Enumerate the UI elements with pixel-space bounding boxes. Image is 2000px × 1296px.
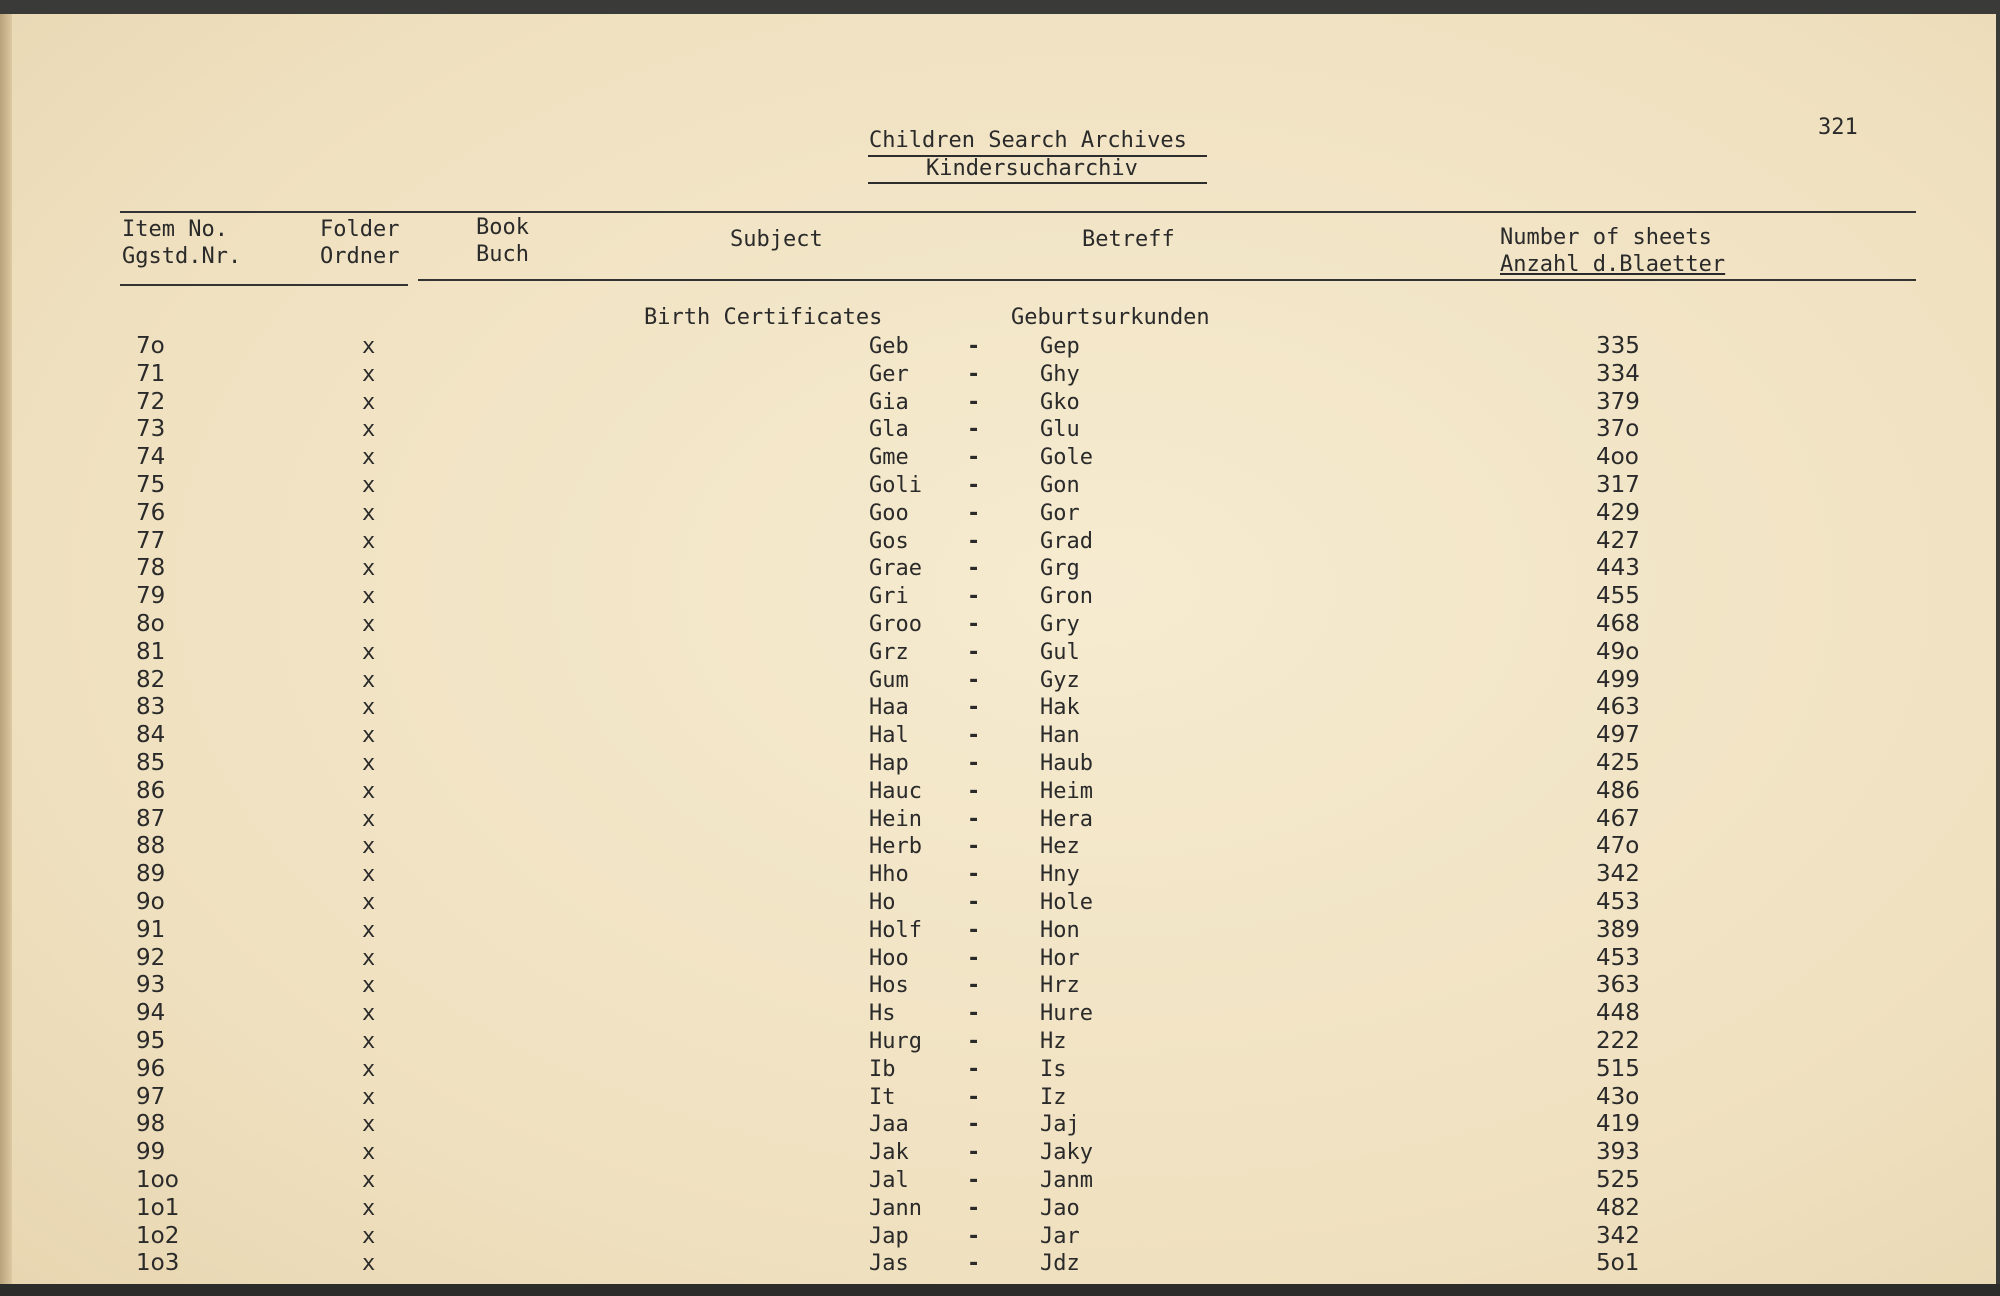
- range-dash: -: [967, 612, 981, 637]
- subject-range-start: Hauc: [869, 778, 922, 804]
- range-dash: -: [967, 1001, 981, 1027]
- range-dash: -: [967, 1195, 981, 1221]
- section-subject: Birth Certificates: [644, 305, 883, 330]
- subject-range-start: Jal: [869, 1168, 909, 1193]
- subject-range-start: Gme: [869, 445, 909, 471]
- subject-range-end: Han: [1040, 723, 1080, 749]
- header-folder: [320, 216, 399, 270]
- sheet-count: 443: [1596, 555, 1640, 582]
- item-number: 73: [136, 416, 166, 443]
- table-row: [12, 583, 1996, 610]
- subject-range-end: Janm: [1040, 1168, 1093, 1193]
- range-dash: -: [967, 473, 981, 498]
- table-row: [12, 1084, 1996, 1111]
- sheet-count: 463: [1596, 694, 1640, 721]
- folder-mark: x: [362, 973, 376, 999]
- scan-bottom-edge: [0, 1284, 2000, 1296]
- item-number: 8o: [136, 611, 165, 637]
- range-dash: -: [967, 667, 981, 693]
- header-book: [476, 214, 529, 268]
- sheet-count: 363: [1596, 972, 1640, 999]
- subject-range-end: Hrz: [1040, 973, 1080, 999]
- folder-mark: x: [362, 806, 376, 832]
- item-number: 93: [136, 972, 166, 999]
- subject-range-end: Jdz: [1040, 1251, 1080, 1277]
- table-row: [12, 1250, 1996, 1277]
- folder-mark: x: [362, 389, 376, 415]
- subject-range-end: Gor: [1040, 500, 1080, 526]
- range-dash: -: [967, 1251, 981, 1277]
- folder-mark: x: [362, 1168, 376, 1193]
- table-row: [12, 555, 1996, 582]
- item-number: 82: [136, 666, 166, 693]
- header-betreff: Betreff: [1082, 227, 1175, 252]
- subject-range-end: Hon: [1040, 917, 1080, 943]
- range-dash: -: [967, 778, 981, 804]
- item-number: 77: [136, 527, 166, 554]
- header-sheets-en: Number of sheets: [1500, 225, 1712, 250]
- header-folder-en: Folder: [320, 217, 400, 242]
- sheet-count: 515: [1596, 1055, 1640, 1082]
- subject-range-end: Gron: [1040, 584, 1093, 610]
- table-row: [12, 722, 1996, 749]
- sheet-count: 499: [1596, 666, 1640, 693]
- header-book-en: Book: [476, 215, 529, 240]
- folder-mark: x: [362, 556, 376, 582]
- sheet-count: 43o: [1596, 1083, 1640, 1110]
- folder-mark: x: [362, 417, 376, 443]
- subject-range-end: Hny: [1040, 862, 1080, 888]
- item-number: 1o2: [136, 1222, 180, 1249]
- sheet-count: 334: [1596, 360, 1640, 387]
- range-dash: -: [967, 1029, 981, 1054]
- table-row: [12, 1056, 1996, 1083]
- item-number: 86: [136, 777, 166, 804]
- range-dash: -: [967, 528, 981, 554]
- item-number: 81: [136, 638, 166, 665]
- subject-range-start: Groo: [869, 612, 922, 637]
- table-row: [12, 611, 1996, 638]
- header-top-rule: [120, 211, 1916, 213]
- folder-mark: x: [362, 667, 376, 693]
- item-number: 9o: [136, 889, 165, 915]
- range-dash: -: [967, 945, 981, 971]
- folder-mark: x: [362, 361, 376, 387]
- sheet-count: 525: [1596, 1167, 1640, 1193]
- folder-mark: x: [362, 1140, 376, 1166]
- page-subtitle: Kindersucharchiv: [926, 156, 1138, 181]
- subject-range-start: It: [869, 1084, 896, 1110]
- subject-range-start: Hap: [869, 751, 909, 776]
- subject-range-start: Geb: [869, 334, 909, 359]
- subject-range-end: Gep: [1040, 334, 1080, 359]
- sheet-count: 497: [1596, 722, 1640, 749]
- table-row: [12, 945, 1996, 972]
- subject-range-end: Hure: [1040, 1001, 1093, 1027]
- item-number: 7o: [136, 333, 165, 359]
- header-sheets-de: Anzahl d.Blaetter: [1500, 252, 1726, 277]
- table-row: [12, 1139, 1996, 1166]
- table-row: [12, 917, 1996, 944]
- range-dash: -: [967, 389, 981, 415]
- subject-range-start: Grae: [869, 556, 922, 582]
- item-number: 75: [136, 472, 166, 498]
- subject-range-start: Ib: [869, 1056, 896, 1082]
- folder-mark: x: [362, 862, 376, 888]
- header-item-de: Ggstd.Nr.: [122, 244, 242, 269]
- range-dash: -: [967, 500, 981, 526]
- range-dash: -: [967, 723, 981, 749]
- folder-mark: x: [362, 723, 376, 749]
- folder-mark: x: [362, 1029, 376, 1054]
- sheet-count: 37o: [1596, 416, 1640, 443]
- table-row: [12, 472, 1996, 499]
- subtitle-underline: [868, 182, 1207, 184]
- sheet-count: 453: [1596, 944, 1640, 971]
- item-number: 87: [136, 805, 166, 832]
- range-dash: -: [967, 639, 981, 665]
- subject-range-start: Hos: [869, 973, 909, 999]
- subject-range-start: Herb: [869, 834, 922, 860]
- range-dash: -: [967, 1223, 981, 1249]
- subject-range-start: Ger: [869, 361, 909, 387]
- item-number: 88: [136, 833, 166, 860]
- range-dash: -: [967, 834, 981, 860]
- subject-range-start: Jak: [869, 1140, 909, 1166]
- folder-mark: x: [362, 334, 376, 359]
- folder-mark: x: [362, 834, 376, 860]
- subject-range-start: Holf: [869, 917, 922, 943]
- table-row: [12, 416, 1996, 443]
- folder-mark: x: [362, 1084, 376, 1110]
- table-row: [12, 833, 1996, 860]
- sheet-count: 317: [1596, 472, 1640, 498]
- subject-range-end: Hera: [1040, 806, 1093, 832]
- folder-mark: x: [362, 1195, 376, 1221]
- subject-range-end: Heim: [1040, 778, 1093, 804]
- subject-range-start: Haa: [869, 695, 909, 721]
- header-bottom-rule-right: [418, 279, 1916, 281]
- table-row: [12, 361, 1996, 388]
- subject-range-end: Hor: [1040, 945, 1080, 971]
- item-number: 71: [136, 360, 166, 387]
- sheet-count: 342: [1596, 861, 1640, 888]
- sheet-count: 49o: [1596, 638, 1640, 665]
- range-dash: -: [967, 1168, 981, 1193]
- item-number: 91: [136, 916, 166, 943]
- header-subject: Subject: [730, 227, 823, 252]
- header-book-de: Buch: [476, 242, 529, 267]
- section-betreff: Geburtsurkunden: [1011, 305, 1210, 330]
- table-row: [12, 972, 1996, 999]
- table-row: [12, 1028, 1996, 1055]
- folder-mark: x: [362, 584, 376, 610]
- folder-mark: x: [362, 473, 376, 498]
- folder-mark: x: [362, 1251, 376, 1277]
- item-number: 74: [136, 444, 166, 471]
- range-dash: -: [967, 890, 981, 915]
- sheet-count: 342: [1596, 1222, 1640, 1249]
- folder-mark: x: [362, 1112, 376, 1138]
- subject-range-end: Haub: [1040, 751, 1093, 776]
- range-dash: -: [967, 1112, 981, 1138]
- range-dash: -: [967, 751, 981, 776]
- item-number: 84: [136, 722, 166, 749]
- sheet-count: 448: [1596, 1000, 1640, 1027]
- subject-range-start: Goli: [869, 473, 922, 498]
- subject-range-start: Gum: [869, 667, 909, 693]
- table-row: [12, 806, 1996, 833]
- subject-range-end: Hez: [1040, 834, 1080, 860]
- table-row: [12, 389, 1996, 416]
- subject-range-end: Hole: [1040, 890, 1093, 915]
- folder-mark: x: [362, 778, 376, 804]
- item-number: 96: [136, 1055, 166, 1082]
- item-number: 78: [136, 555, 166, 582]
- sheet-count: 468: [1596, 611, 1640, 637]
- folder-mark: x: [362, 500, 376, 526]
- table-row: [12, 750, 1996, 777]
- folder-mark: x: [362, 917, 376, 943]
- table-row: [12, 1111, 1996, 1138]
- subject-range-start: Ho: [869, 890, 896, 915]
- subject-range-end: Jaj: [1040, 1112, 1080, 1138]
- subject-range-end: Hak: [1040, 695, 1080, 721]
- header-bottom-rule-left: [120, 284, 408, 286]
- range-dash: -: [967, 584, 981, 610]
- table-row: [12, 444, 1996, 471]
- subject-range-start: Goo: [869, 500, 909, 526]
- sheet-count: 482: [1596, 1194, 1640, 1221]
- item-number: 85: [136, 750, 166, 776]
- subject-range-start: Gri: [869, 584, 909, 610]
- sheet-count: 486: [1596, 777, 1640, 804]
- folder-mark: x: [362, 945, 376, 971]
- item-number: 79: [136, 583, 166, 610]
- item-number: 1o3: [136, 1250, 180, 1277]
- subject-range-end: Is: [1040, 1056, 1067, 1082]
- item-number: 1o1: [136, 1194, 180, 1221]
- subject-range-start: Jaa: [869, 1112, 909, 1138]
- item-number: 83: [136, 694, 166, 721]
- item-number: 76: [136, 499, 166, 526]
- subject-range-start: Hurg: [869, 1029, 922, 1054]
- subject-range-start: Hein: [869, 806, 922, 832]
- folder-mark: x: [362, 612, 376, 637]
- subject-range-start: Grz: [869, 639, 909, 665]
- range-dash: -: [967, 1084, 981, 1110]
- range-dash: -: [967, 556, 981, 582]
- header-sheets: [1500, 224, 1725, 278]
- header-folder-de: Ordner: [320, 244, 400, 269]
- sheet-count: 455: [1596, 583, 1640, 610]
- range-dash: -: [967, 361, 981, 387]
- page-number: 321: [1818, 115, 1858, 140]
- item-number: 99: [136, 1139, 166, 1166]
- table-row: [12, 861, 1996, 888]
- range-dash: -: [967, 917, 981, 943]
- table-row: [12, 667, 1996, 694]
- subject-range-start: Hoo: [869, 945, 909, 971]
- range-dash: -: [967, 445, 981, 471]
- folder-mark: x: [362, 751, 376, 776]
- subject-range-end: Jar: [1040, 1223, 1080, 1249]
- table-row: [12, 528, 1996, 555]
- subject-range-start: Hs: [869, 1001, 896, 1027]
- subject-range-end: Jaky: [1040, 1140, 1093, 1166]
- subject-range-end: Gyz: [1040, 667, 1080, 693]
- subject-range-start: Gia: [869, 389, 909, 415]
- table-row: [12, 500, 1996, 527]
- subject-range-end: Grg: [1040, 556, 1080, 582]
- folder-mark: x: [362, 445, 376, 471]
- subject-range-end: Gul: [1040, 639, 1080, 665]
- item-number: 1oo: [136, 1167, 179, 1193]
- item-number: 94: [136, 1000, 166, 1027]
- sheet-count: 335: [1596, 333, 1640, 359]
- table-row: [12, 1167, 1996, 1194]
- range-dash: -: [967, 806, 981, 832]
- table-row: [12, 1195, 1996, 1222]
- subject-range-start: Hho: [869, 862, 909, 888]
- table-row: [12, 639, 1996, 666]
- sheet-count: 427: [1596, 527, 1640, 554]
- subject-range-end: Glu: [1040, 417, 1080, 443]
- header-item: [122, 216, 241, 270]
- table-row: [12, 889, 1996, 916]
- table-row: [12, 694, 1996, 721]
- folder-mark: x: [362, 890, 376, 915]
- subject-range-end: Iz: [1040, 1084, 1067, 1110]
- ledger-page: [12, 14, 1996, 1284]
- item-number: 89: [136, 861, 166, 888]
- folder-mark: x: [362, 1001, 376, 1027]
- table-row: [12, 1000, 1996, 1027]
- item-number: 92: [136, 944, 166, 971]
- subject-range-start: Gos: [869, 528, 909, 554]
- sheet-count: 467: [1596, 805, 1640, 832]
- folder-mark: x: [362, 639, 376, 665]
- range-dash: -: [967, 334, 981, 359]
- item-number: 98: [136, 1111, 166, 1138]
- subject-range-start: Hal: [869, 723, 909, 749]
- range-dash: -: [967, 973, 981, 999]
- folder-mark: x: [362, 695, 376, 721]
- sheet-count: 5o1: [1596, 1250, 1640, 1277]
- subject-range-start: Jas: [869, 1251, 909, 1277]
- subject-range-start: Gla: [869, 417, 909, 443]
- sheet-count: 425: [1596, 750, 1640, 776]
- sheet-count: 453: [1596, 889, 1640, 915]
- subject-range-end: Gko: [1040, 389, 1080, 415]
- table-row: [12, 333, 1996, 360]
- folder-mark: x: [362, 1223, 376, 1249]
- sheet-count: 429: [1596, 499, 1640, 526]
- header-item-en: Item No.: [122, 217, 228, 242]
- sheet-count: 4oo: [1596, 444, 1639, 471]
- item-number: 97: [136, 1083, 166, 1110]
- subject-range-end: Hz: [1040, 1029, 1067, 1054]
- subject-range-start: Jann: [869, 1195, 922, 1221]
- range-dash: -: [967, 1056, 981, 1082]
- subject-range-start: Jap: [869, 1223, 909, 1249]
- sheet-count: 222: [1596, 1028, 1640, 1054]
- range-dash: -: [967, 862, 981, 888]
- sheet-count: 419: [1596, 1111, 1640, 1138]
- subject-range-end: Gole: [1040, 445, 1093, 471]
- item-number: 72: [136, 388, 166, 415]
- sheet-count: 389: [1596, 916, 1640, 943]
- item-number: 95: [136, 1028, 166, 1054]
- range-dash: -: [967, 695, 981, 721]
- table-row: [12, 1223, 1996, 1250]
- range-dash: -: [967, 1140, 981, 1166]
- subject-range-end: Grad: [1040, 528, 1093, 554]
- subject-range-end: Gry: [1040, 612, 1080, 637]
- folder-mark: x: [362, 528, 376, 554]
- folder-mark: x: [362, 1056, 376, 1082]
- range-dash: -: [967, 417, 981, 443]
- subject-range-end: Ghy: [1040, 361, 1080, 387]
- page-title: Children Search Archives: [869, 128, 1187, 153]
- subject-range-end: Gon: [1040, 473, 1080, 498]
- sheet-count: 379: [1596, 388, 1640, 415]
- sheet-count: 47o: [1596, 833, 1640, 860]
- subject-range-end: Jao: [1040, 1195, 1080, 1221]
- table-row: [12, 778, 1996, 805]
- sheet-count: 393: [1596, 1139, 1640, 1166]
